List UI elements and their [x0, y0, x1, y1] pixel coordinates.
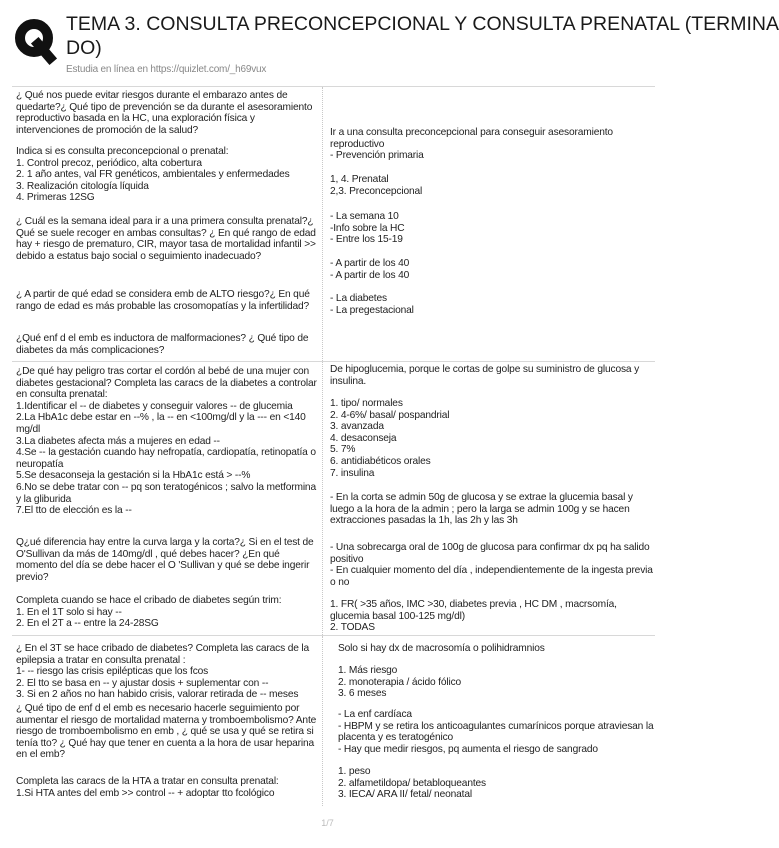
term-text: Q¿ué diferencia hay entre la curva larga y la corta?¿ Si en el test de O'Sullivan da más de 140mg/dl , qué debes hacer? ¿En qué momento del día se debe hacer el O 'Sullivan y qué se debe ingerir previo? — [16, 537, 314, 583]
definition-text: - La semana 10 -Info sobre la HC - Entre los 15-19 — [330, 211, 405, 246]
table-row — [12, 362, 655, 636]
term-cell — [12, 362, 323, 635]
definition-text: - La diabetes - La pregestacional — [330, 293, 414, 316]
definition-text: - En la corta se admin 50g de glucosa y se extrae la glucemia basal y luego a la hora de la admin ; pero la larga se admin 100g y se hacen extracciones pasadas la 1h, las 2h y las 3h — [330, 492, 633, 527]
definition-text: De hipoglucemia, porque le cortas de golpe su suministro de glucosa y insulina. — [330, 364, 640, 387]
definition-text: 1. Más riesgo 2. monoterapia / ácido fólico 3. 6 meses — [338, 665, 462, 700]
page-header — [14, 12, 779, 82]
definition-text: - A partir de los 40 - A partir de los 40 — [330, 258, 410, 281]
term-text: Completa cuando se hace el cribado de diabetes según trim: 1. En el 1T solo si hay -- 2. En el 2T a -- entre la 24-28SG — [16, 595, 282, 630]
term-text: Indica si es consulta preconcepcional o prenatal: 1. Control precoz, periódico, alta cobertura 2. 1 año antes, val FR genéticos, ambientales y enfermedades 3. Realización citología líquida 4. Primeras 12SG — [16, 146, 290, 204]
definition-text: Ir a una consulta preconcepcional para conseguir asesoramiento reproductivo - Prevención primaria — [330, 127, 613, 162]
page-number: 1/7 — [321, 818, 334, 828]
definition-text: 1, 4. Prenatal 2,3. Preconcepcional — [330, 174, 423, 197]
term-text: ¿De qué hay peligro tras cortar el cordón al bebé de una mujer con diabetes gestacional? Completa las caracs de la diabetes a controlar en consulta prenatal: 1.Identificar el -- de diabetes y conseguir valores -- de glucemia 2.La HbA1c debe estar en --% , la -- en <100mg/dl y la --- en <140 mg/dl 3.La diabetes afecta más a mujeres en edad -- 4.Se -- la gestación cuando hay nefropatía, cardiopatía, retinopatía o neuropatía 5.Se desaconseja la gestación si la HbA1c está > --% 6.No se debe tratar con -- pq son teratogénicos ; salvo la metformina y la gliburida 7.El tto de elección es la -- — [16, 366, 317, 517]
term-cell — [12, 636, 323, 806]
quizlet-logo-icon — [14, 18, 56, 60]
title-line-2: DO) — [66, 37, 102, 59]
term-cell — [12, 87, 323, 361]
table-row — [12, 87, 655, 362]
page-title — [66, 12, 779, 60]
source-url: Estudia en línea en https://quizlet.com/_h69vux — [66, 64, 267, 75]
term-text: ¿ Cuál es la semana ideal para ir a una primera consulta prenatal?¿ Qué se suele recoger en ambas consultas? ¿ En qué rango de edad hay + riesgo de prematuro, CIR, mayor tasa de mortalidad infantil >> debido a estatus bajo social o seguimiento inadecuado? — [16, 216, 316, 262]
term-text: Completa las caracs de la HTA a tratar en consulta prenatal: 1.Si HTA antes del emb >> control -- + adoptar tto fcológico — [16, 776, 279, 799]
term-text: ¿ En el 3T se hace cribado de diabetes? Completa las caracs de la epilepsia a tratar en consulta prenatal : 1- -- riesgo las crisis epilépticas que los fcos 2. El tto se basa en -- y ajustar dosis + suplementar con -- 3. Si en 2 años no han habido crisis, valorar retirada de -- meses — [16, 643, 310, 701]
term-text: ¿ Qué nos puede evitar riesgos durante el embarazo antes de quedarte?¿ Qué tipo de prevención se da durante el asesoramiento reproductivo basada en la HC, una exploración física y intervenciones de promoción de la salud? — [16, 90, 313, 136]
term-text: ¿ A partir de qué edad se considera emb de ALTO riesgo?¿ En qué rango de edad es más probable las crosomopatías y la infertilidad? — [16, 289, 310, 312]
definition-text: 1. FR( >35 años, IMC >30, diabetes previa , HC DM , macrsomía, glucemia basal 100-125 mg/dl) 2. TODAS — [330, 599, 617, 634]
definition-text: Solo si hay dx de macrosomía o polihidramnios — [338, 643, 545, 654]
term-text: ¿Qué enf d el emb es inductora de malformaciones? ¿ Qué tipo de diabetes da más complicaciones? — [16, 333, 309, 356]
table-row — [12, 636, 655, 806]
title-line-1: TEMA 3. CONSULTA PRECONCEPCIONAL Y CONSULTA PRENATAL (TERMINA — [66, 13, 779, 35]
definition-text: - Una sobrecarga oral de 100g de glucosa para confirmar dx pq ha salido positivo - En cualquier momento del día , independientemente de la ingesta previa o no — [330, 542, 653, 588]
definition-text: 1. peso 2. alfametildopa/ betabloqueantes 3. IECA/ ARA II/ fetal/ neonatal — [338, 766, 486, 801]
flashcard-table — [12, 86, 655, 806]
definition-text: 1. tipo/ normales 2. 4-6%/ basal/ pospandrial 3. avanzada 4. desaconseja 5. 7% 6. antidiabéticos orales 7. insulina — [330, 398, 450, 479]
term-text: ¿ Qué tipo de enf d el emb es necesario hacerle seguimiento por aumentar el riesgo de mortalidad materna y tromboembolismo? Ante riesgo de tromboembolismo en emb , ¿ qué se usa y qué se retira si tenía tto? ¿ Qué hay que tener en cuenta a la hora de usar heparina en el emb? — [16, 703, 317, 761]
definition-text: - La enf cardíaca - HBPM y se retira los anticoagulantes cumarínicos porque atraviesan la placenta y es teratogénico - Hay que medir riesgos, pq aumenta el riesgo de sangrado — [338, 709, 654, 755]
